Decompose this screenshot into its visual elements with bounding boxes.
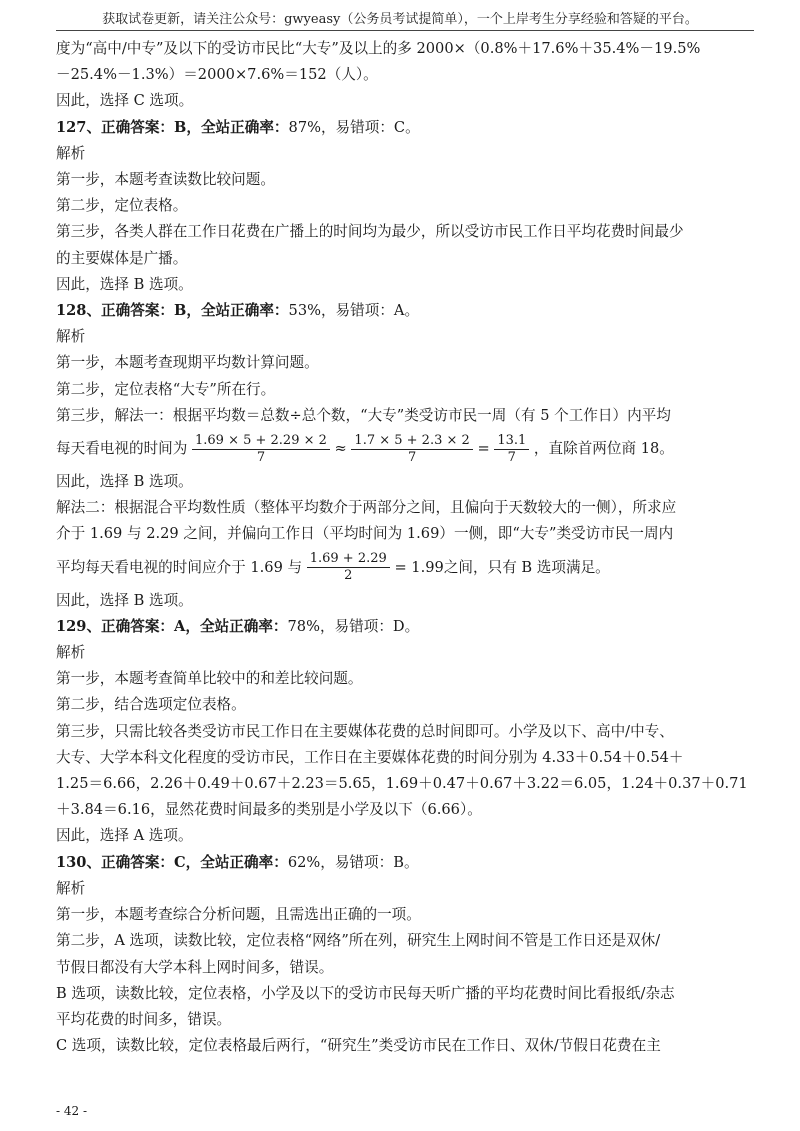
text-line: 第一步，本题考查读数比较问题。 xyxy=(56,171,275,189)
text-line: 因此，选择 B 选项。 xyxy=(56,275,193,293)
text-line: 因此，选择 A 选项。 xyxy=(56,827,193,845)
fraction: $\frac{13.1}{7}$ xyxy=(494,433,529,466)
question-129-answer: 129、正确答案：A，全站正确率：78%，易错项：D。 xyxy=(56,617,420,635)
text-line: －25.4%－1.3%）＝2000×7.6%＝152（人）。 xyxy=(56,66,378,84)
analysis-label: 解析 xyxy=(56,144,86,162)
analysis-label: 解析 xyxy=(56,644,86,662)
text-line: 因此，选择 C 选项。 xyxy=(56,92,194,110)
text-line: 大专、大学本科文化程度的受访市民，工作日在主要媒体花费的时间分别为 4.33＋0.54＋0.54＋ xyxy=(56,748,684,766)
text-line: B 选项，读数比较，定位表格，小学及以下的受访市民每天听广播的平均花费时间比看报纸/杂志 xyxy=(56,984,675,1002)
text-line: 第三步，只需比较各类受访市民工作日在主要媒体花费的总时间即可。小学及以下、高中/中专、 xyxy=(56,722,674,740)
text-line: C 选项，读数比较，定位表格最后两行，“研究生”类受访市民在工作日、双休/节假日花费在主 xyxy=(56,1037,661,1055)
text-line: 节假日都没有大学本科上网时间多，错误。 xyxy=(56,958,334,976)
fraction: $\frac{1.69 + 2.29}{2}$ xyxy=(307,551,390,584)
text-line: 第三步，解法一：根据平均数＝总数÷总个数，“大专”类受访市民一周（有 5 个工作日）内平均 xyxy=(56,406,671,424)
text-line: 第二步，定位表格。 xyxy=(56,197,188,215)
text-line: 第二步，定位表格“大专”所在行。 xyxy=(56,380,276,398)
text-line: 第三步，各类人群在工作日花费在广播上的时间均为最少，所以受访市民工作日平均花费时间最少 xyxy=(56,223,684,241)
text-line: 第二步，A 选项，读数比较，定位表格“网络”所在列，研究生上网时间不管是工作日还是双休/ xyxy=(56,932,661,950)
page-header: 获取试卷更新，请关注公众号：gwyeasy（公务员考试提简单），一个上岸考生分享经验和答疑的平台。 xyxy=(102,12,698,27)
question-130-answer: 130、正确答案：C，全站正确率：62%，易错项：B。 xyxy=(56,853,419,871)
fraction: $\frac{1.7 \times 5 + 2.3 \times 2}{7}$ xyxy=(351,433,472,466)
analysis-label: 解析 xyxy=(56,328,86,346)
text-line: 解法二：根据混合平均数性质（整体平均数介于两部分之间，且偏向于天数较大的一侧），所求应 xyxy=(56,499,677,517)
page-content xyxy=(56,36,750,1059)
question-127-answer: 127、正确答案：B，全站正确率：87%，易错项：C。 xyxy=(56,118,420,136)
header-rule xyxy=(56,30,754,31)
text-line: 的主要媒体是广播。 xyxy=(56,249,188,267)
text-line: 度为“高中/中专”及以下的受访市民比“大专”及以上的多 2000×（0.8%＋17.6%＋35.4%－19.5% xyxy=(56,40,701,57)
page-number: - 42 - xyxy=(56,1104,88,1118)
text-line: ＋3.84＝6.16，显然花费时间最多的类别是小学及以下（6.66）。 xyxy=(56,801,482,819)
text-line: 第一步，本题考查现期平均数计算问题。 xyxy=(56,354,319,372)
text-line: 因此，选择 B 选项。 xyxy=(56,591,193,609)
fraction: $\frac{1.69 \times 5 + 2.29 \times 2}{7}$ xyxy=(192,433,330,466)
text-line: 第一步，本题考查简单比较中的和差比较问题。 xyxy=(56,670,363,688)
formula-line: 平均每天看电视的时间应介于 1.69 与 $\frac{1.69 + 2.29}{2}$ = 1.99之间，只有 B 选项满足。 xyxy=(56,551,610,584)
text-line: 平均花费的时间多，错误。 xyxy=(56,1010,232,1028)
text-line: 第一步，本题考查综合分析问题，且需选出正确的一项。 xyxy=(56,906,421,924)
analysis-label: 解析 xyxy=(56,879,86,897)
text-line: 介于 1.69 与 2.29 之间，并偏向工作日（平均时间为 1.69）一侧，即“大专”类受访市民一周内 xyxy=(56,525,674,543)
formula-line: 每天看电视的时间为 $\frac{1.69 \times 5 + 2.29 \times 2}{7}$ ≈ $\frac{1.7 \times 5 + 2.3 \times 2}{7}$ = $\frac{13.1}{7}$ ，直除首两位商 18。 xyxy=(56,432,674,465)
text-line: 因此，选择 B 选项。 xyxy=(56,473,193,491)
text-line: 第二步，结合选项定位表格。 xyxy=(56,696,246,714)
question-128-answer: 128、正确答案：B，全站正确率：53%，易错项：A。 xyxy=(56,302,420,320)
text-line: 1.25＝6.66，2.26＋0.49＋0.67＋2.23＝5.65，1.69＋0.47＋0.67＋3.22＝6.05，1.24＋0.37＋0.71 xyxy=(56,775,748,793)
